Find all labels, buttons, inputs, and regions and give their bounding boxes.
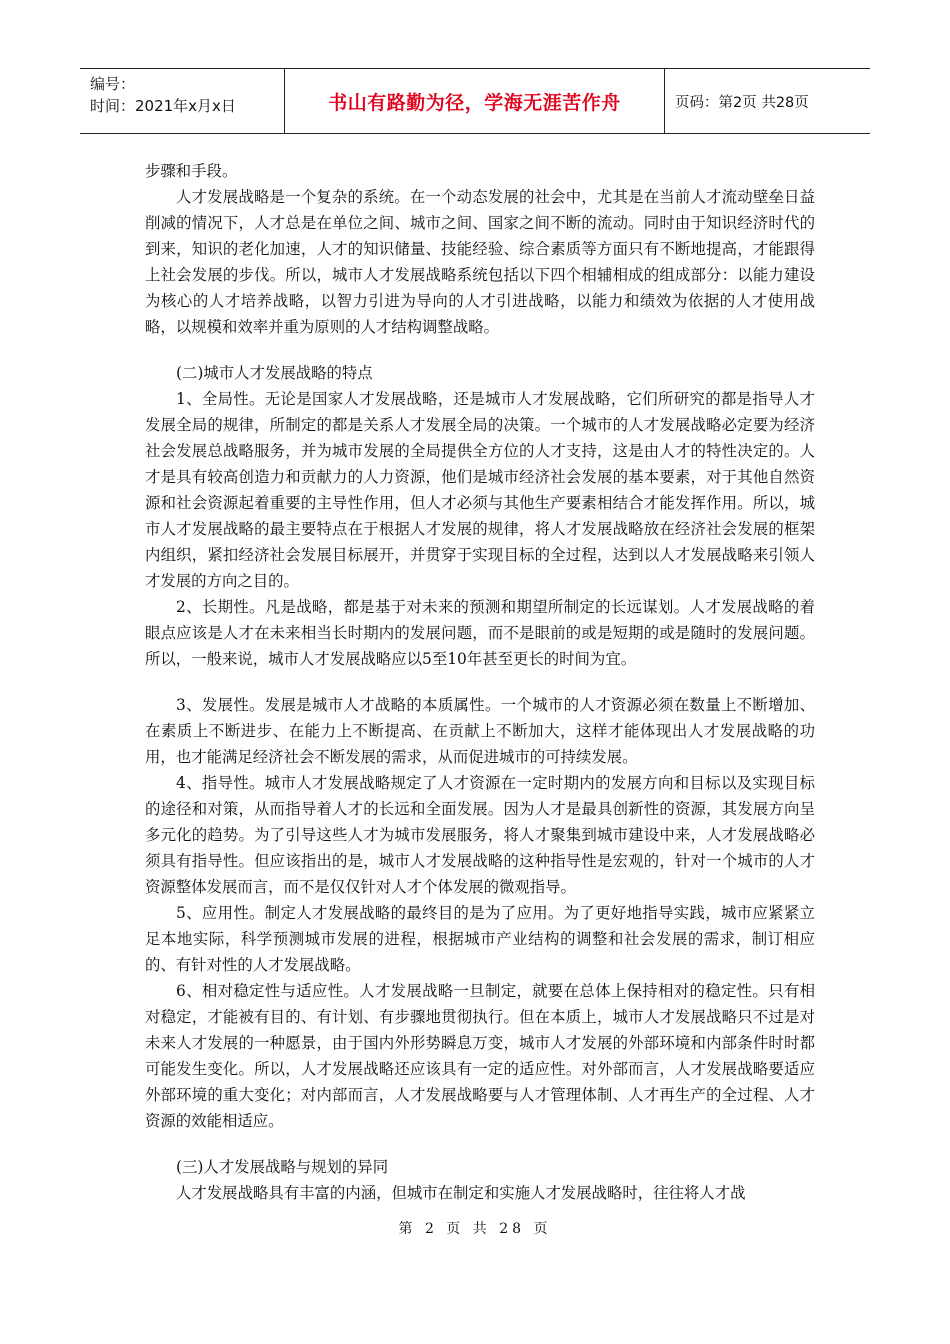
document-date: 时间：2021年x月x日: [90, 97, 236, 115]
paragraph: 2、长期性。凡是战略，都是基于对未来的预测和期望所制定的长远谋划。人才发展战略的着眼点应该是人才在未来相当长时期内的发展问题，而不是眼前的或是短期的或是随时的发展问题。所以，一般来说，城市人才发展战略应以5至10年甚至更长的时间为宜。: [145, 598, 815, 668]
paragraph: 3、发展性。发展是城市人才战略的本质属性。一个城市的人才资源必须在数量上不断增加、在素质上不断进步、在能力上不断提高、在贡献上不断加大，这样才能体现出人才发展战略的功用，也才能满足经济社会不断发展的需求，从而促进城市的可持续发展。: [145, 696, 815, 766]
header-meta: [80, 69, 284, 133]
paragraph: 5、应用性。制定人才发展战略的最终目的是为了应用。为了更好地指导实践，城市应紧紧立足本地实际，科学预测城市发展的进程，根据城市产业结构的调整和社会发展的需求，制订相应的、有针对性的人才发展战略。: [145, 904, 815, 974]
paragraph: 人才发展战略是一个复杂的系统。在一个动态发展的社会中，尤其是在当前人才流动壁垒日益削减的情况下，人才总是在单位之间、城市之间、国家之间不断的流动。同时由于知识经济时代的到来，知识的老化加速，人才的知识储量、技能经验、综合素质等方面只有不断地提高，才能跟得上社会发展的步伐。所以，城市人才发展战略系统包括以下四个相辅相成的组成部分：以能力建设为核心的人才培养战略，以智力引进为导向的人才引进战略，以能力和绩效为依据的人才使用战略，以规模和效率并重为原则的人才结构调整战略。: [145, 188, 815, 336]
document-body: [145, 158, 815, 1206]
paragraph-continuation: 步骤和手段。: [145, 162, 238, 180]
page-footer: 第 2 页 共 28 页: [398, 1221, 552, 1237]
paragraph: 4、指导性。城市人才发展战略规定了人才资源在一定时期内的发展方向和目标以及实现目标的途径和对策，从而指导着人才的长远和全面发展。因为人才是最具创新性的资源，其发展方向呈多元化的趋势。为了引导这些人才为城市发展服务，将人才聚集到城市建设中来，人才发展战略必须具有指导性。但应该指出的是，城市人才发展战略的这种指导性是宏观的，针对一个城市的人才资源整体发展而言，而不是仅仅针对人才个体发展的微观指导。: [145, 774, 815, 896]
section-heading: (三)人才发展战略与规划的异同: [176, 1158, 389, 1176]
paragraph: 人才发展战略具有丰富的内涵，但城市在制定和实施人才发展战略时，往往将人才战: [176, 1184, 746, 1202]
header-motto: 书山有路勤为径，学海无涯苦作舟: [284, 69, 665, 133]
document-number: 编号：: [90, 75, 136, 93]
page-header: [80, 68, 870, 134]
header-page-info: 页码：第2页 共28页: [675, 94, 809, 111]
paragraph: 1、全局性。无论是国家人才发展战略，还是城市人才发展战略，它们所研究的都是指导人才发展全局的规律，所制定的都是关系人才发展全局的决策。一个城市的人才发展战略必定要为经济社会发展总战略服务，并为城市发展的全局提供全方位的人才支持，这是由人才的特性决定的。人才是具有较高创造力和贡献力的人力资源，他们是城市经济社会发展的基本要素，对于其他自然资源和社会资源起着重要的主导性作用，但人才必须与其他生产要素相结合才能发挥作用。所以，城市人才发展战略的最主要特点在于根据人才发展的规律，将人才发展战略放在经济社会发展的框架内组织，紧扣经济社会发展目标展开，并贯穿于实现目标的全过程，达到以人才发展战略来引领人才发展的方向之目的。: [145, 390, 815, 590]
paragraph: 6、相对稳定性与适应性。人才发展战略一旦制定，就要在总体上保持相对的稳定性。只有相对稳定，才能被有目的、有计划、有步骤地贯彻执行。但在本质上，城市人才发展战略只不过是对未来人才发展的一种愿景，由于国内外形势瞬息万变，城市人才发展的外部环境和内部条件时时都可能发生变化。所以，人才发展战略还应该具有一定的适应性。对外部而言，人才发展战略要适应外部环境的重大变化；对内部而言，人才发展战略要与人才管理体制、人才再生产的全过程、人才资源的效能相适应。: [145, 982, 815, 1130]
section-heading: (二)城市人才发展战略的特点: [176, 364, 373, 382]
